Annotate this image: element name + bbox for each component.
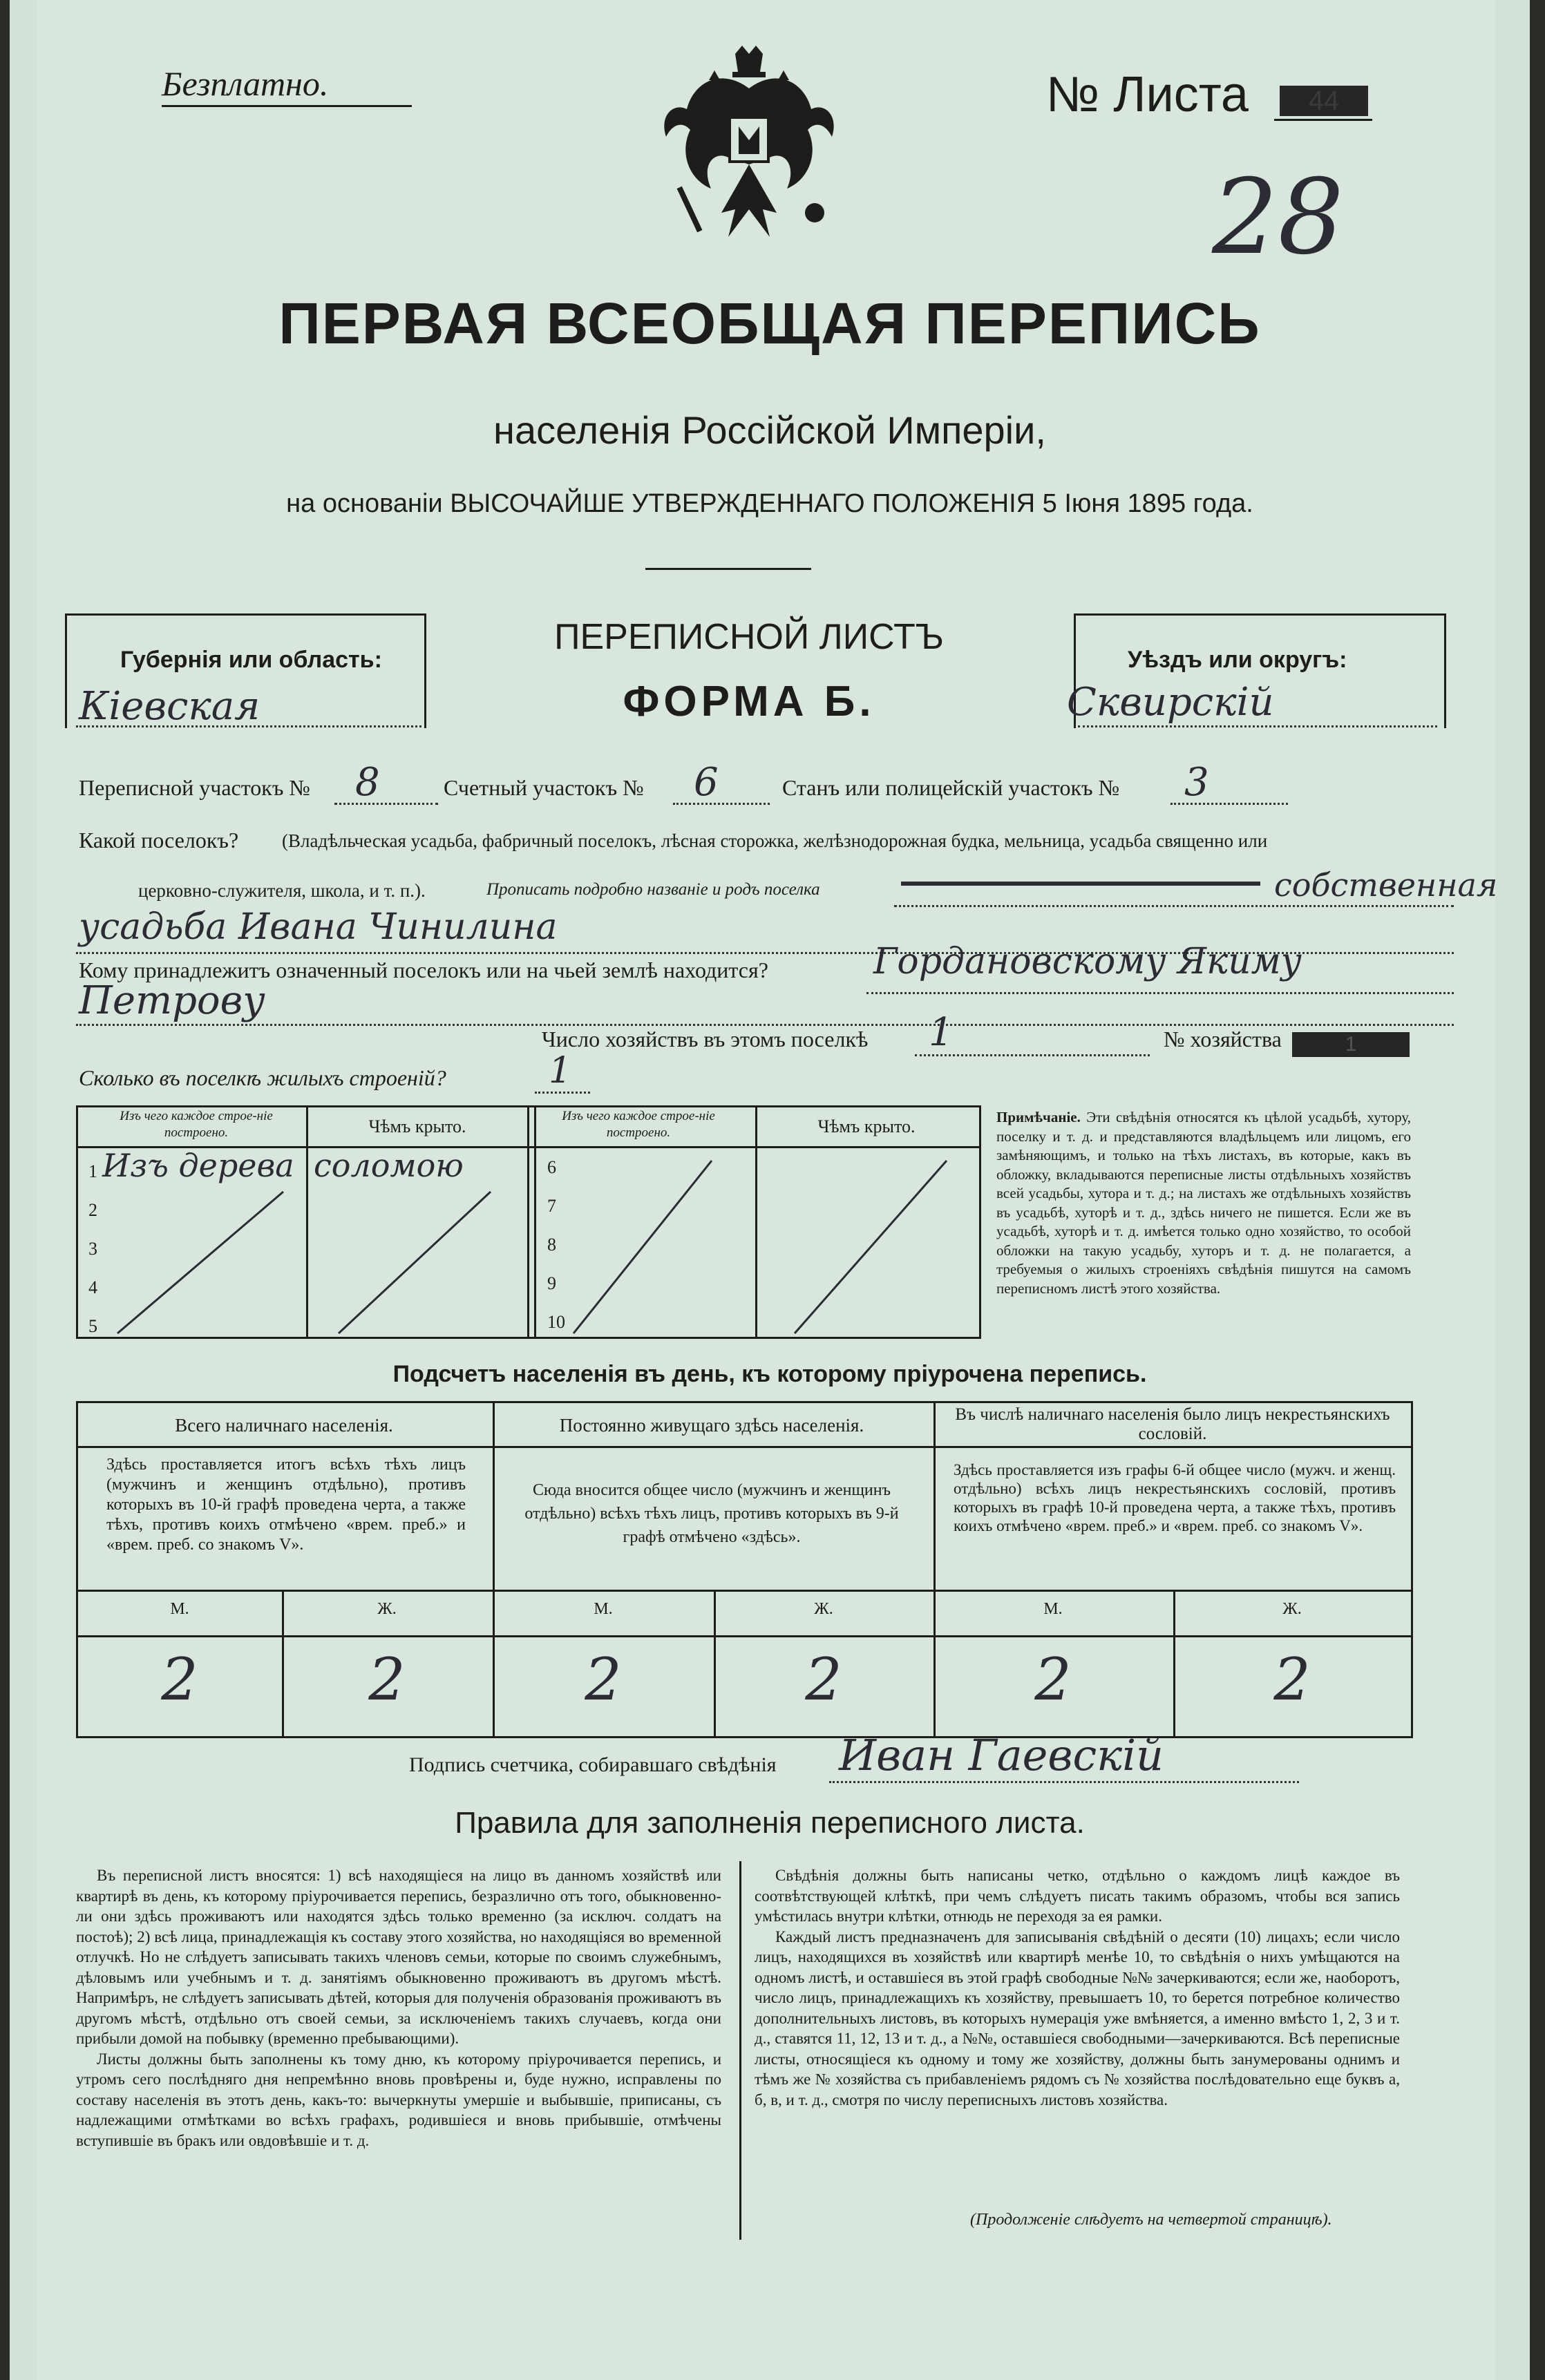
settlement-hint-2: церковно-служителя, школа, и т. п.). xyxy=(138,880,426,901)
f-label: Ж. xyxy=(1282,1600,1302,1618)
station-value: 3 xyxy=(1184,760,1209,805)
census-sheet xyxy=(10,0,1530,2380)
form-title: ПЕРЕПИСНОЙ ЛИСТЪ xyxy=(554,617,944,657)
sheet-number-value: 44 xyxy=(1280,86,1368,116)
f-label: Ж. xyxy=(814,1600,833,1618)
province-label: Губернія или область: xyxy=(120,647,382,673)
owner-question: Кому принадлежитъ означенный поселокъ или на чьей землѣ находится? xyxy=(79,958,768,982)
row-numbers-left: 1 2 3 4 5 xyxy=(88,1161,97,1336)
rules-continued: (Продолженіе слѣдуетъ на четвертой страницѣ). xyxy=(970,2211,1332,2229)
settlement-instruction: Прописать подробно названіе и родъ поселка xyxy=(486,880,820,899)
signature-label: Подпись счетчика, собиравшаго свѣдѣнія xyxy=(409,1753,777,1776)
value-total-m: 2 xyxy=(161,1646,198,1713)
strike-lines xyxy=(76,1105,981,1339)
rules-right-p2: Каждый листъ предназначенъ для записыванія свѣдѣній о десяти (10) лицахъ; если число лицъ, находящихся въ хозяйствѣ или квартирѣ менѣе 10, то свѣдѣнія о нихъ умѣщаются на одномъ листѣ, и оставшіеся въ этой графѣ свободные №№ зачеркиваются; если же, наоборотъ, число лицъ, принадлежащихъ къ хозяйству, превышаетъ 10, то берется потребное количество дополнительныхъ листовъ, въ которыхъ нумерація уже вмѣняется, а именно вмѣсто 1, 2, 3 и т. д., ставятся 11, 12, 13 и т. д., а №№, оставшіеся свободными—зачеркиваются. Всѣ переписные листы, относящіеся къ одному и тому же хозяйству, должны быть занумерованы однимъ и тѣмъ же № хозяйства съ прибавленіемъ рядомъ съ № хозяйства послѣдовательно еще буквъ а, б, в, и т. д., смотря по числу переписныхъ листовъ хозяйства. xyxy=(755,1927,1400,2108)
value-nonpeasant-f: 2 xyxy=(1273,1646,1311,1713)
row1-roof: соломою xyxy=(314,1147,464,1184)
col1-desc: Здѣсь проставляется итогъ всѣхъ тѣхъ лицъ (мужчинъ и женщинъ отдѣльно), противъ которыхъ въ 10-й графѣ проведена черта, а также тѣхъ, противъ коихъ отмѣчено «врем. преб.» и «врем. преб. со знакомъ V». xyxy=(106,1456,466,1554)
household-no-label: № хозяйства xyxy=(1164,1027,1282,1051)
count-area-value: 6 xyxy=(694,760,719,805)
settlement-value-2: усадьба Ивана Чинилина xyxy=(79,906,558,948)
f-label: Ж. xyxy=(377,1600,397,1618)
col3-desc: Здѣсь проставляется изъ графы 6-й общее число (мужч. и женщ. отдѣльно) всѣхъ лицъ некрестьянскихъ сословій, противъ которыхъ въ графѣ 10-й проведена черта, а также тѣхъ, противъ коихъ отмѣчено «врем. преб.» и «врем. преб. со знакомъ V». xyxy=(954,1461,1396,1534)
rules-title: Правила для заполненія переписного листа. xyxy=(455,1806,1085,1840)
free-label: Безплатно. xyxy=(162,64,329,103)
col3-title: Въ числѣ наличнаго населенія было лицъ некрестьянскихъ сословій. xyxy=(955,1405,1390,1443)
page-subtitle: населенія Россійской Имперіи, xyxy=(493,408,1046,452)
row-numbers-right: 6 7 8 9 10 xyxy=(547,1157,565,1332)
settlement-question: Какой поселокъ? xyxy=(79,828,239,853)
rules-right xyxy=(755,1865,1400,2110)
owner-value-1: Гордановскому Якиму xyxy=(873,941,1302,982)
household-no-value: 1 xyxy=(1292,1032,1410,1057)
buildings-label: Сколько въ поселкѣ жилыхъ строеній? xyxy=(79,1065,446,1090)
page-title: ПЕРВАЯ ВСЕОБЩАЯ ПЕРЕПИСЬ xyxy=(278,291,1261,356)
census-area-value: 8 xyxy=(355,760,380,805)
owner-value-2: Петрову xyxy=(79,978,265,1023)
province-value: Кіевская xyxy=(79,684,260,729)
rules-left-p1: Въ переписной листъ вносятся: 1) всѣ находящіеся на лицо въ данномъ хозяйствѣ или квартирѣ въ день, къ которому пріурочивается перепись, безразлично отъ того, обыкновенно-ли они здѣсь проживаютъ или находятся здѣсь только временно (за исключ. солдатъ на постоѣ); 2) всѣ лица, принадлежащія къ составу этого хозяйства, но находящіяся во временной отлучкѣ. Но не слѣдуетъ записывать такихъ членовъ семьи, которые по своимъ служебнымъ, дѣловымъ или учебнымъ и т. д. занятіямъ обыкновенно проживаютъ въ другомъ мѣстѣ. Напримѣръ, не слѣдуетъ записывать дѣтей, которыя для полученія образованія проживаютъ въ другомъ мѣстѣ, отдѣльно отъ своей семьи, за исключеніемъ такихъ случаевъ, когда они прибыли домой на побывку (временно пребывающими). xyxy=(76,1867,721,2047)
value-nonpeasant-m: 2 xyxy=(1034,1646,1072,1713)
form-subtitle: ФОРМА Б. xyxy=(623,678,875,725)
census-area-label: Переписной участокъ № xyxy=(79,775,310,800)
m-label: М. xyxy=(170,1600,189,1618)
crossed-out-text xyxy=(901,882,1260,886)
m-label: М. xyxy=(1043,1600,1063,1618)
value-total-f: 2 xyxy=(368,1646,406,1713)
rules-left xyxy=(76,1865,721,2151)
col1-title: Всего наличнаго населенія. xyxy=(175,1415,393,1436)
district-label: Уѣздъ или округъ: xyxy=(1128,647,1347,673)
note-text: Эти свѣдѣнія относятся къ цѣлой усадьбѣ, хутору, поселку и т. д. и представляются владѣльцемъ или лицомъ, его замѣняющимъ, и только на тѣхъ листахъ, въ которые, какъ въ обложку, вкладываются переписные листы отдѣльныхъ хозяйствъ всей усадьбы, хутора и т. д.; на листахъ же отдѣльныхъ хозяйствъ въ усадьбѣ, хуторѣ и т. д., здѣсь ничего не пишется. Если же въ усадьбѣ, хуторѣ и т. д. имѣется только одно хозяйство, то особой обложки на такую усадьбу, хуторъ и т. д. не полагается, а требуемыя о жилыхъ строеніяхъ свѣдѣнія пишутся на самомъ переписномъ листѣ этого хозяйства. xyxy=(996,1109,1411,1297)
sheet-number-label: № Листа xyxy=(1046,67,1249,122)
legal-basis: на основаніи ВЫСОЧАЙШЕ УТВЕРЖДЕННАГО ПОЛОЖЕНІЯ 5 Іюня 1895 года. xyxy=(286,489,1253,518)
row1-built: Изъ дерева xyxy=(102,1147,294,1184)
col-roof-header-2: Чѣмъ крыто. xyxy=(817,1116,916,1136)
value-permanent-m: 2 xyxy=(585,1646,622,1713)
col2-desc: Сюда вносится общее число (мужчинъ и женщинъ отдѣльно) всѣхъ тѣхъ лицъ, противъ которыхъ въ 9-й графѣ отмѣчено «здѣсь». xyxy=(524,1481,899,1546)
col2-title: Постоянно живущаго здѣсь населенія. xyxy=(559,1415,864,1436)
value-permanent-f: 2 xyxy=(805,1646,842,1713)
signature-value: Иван Гаевскій xyxy=(839,1730,1164,1780)
settlement-value-1: собственная xyxy=(1274,866,1498,904)
m-label: М. xyxy=(594,1600,613,1618)
settlement-hint: (Владѣльческая усадьба, фабричный поселокъ, лѣсная сторожка, желѣзнодорожная будка, мельница, усадьба священно или xyxy=(282,830,1268,851)
households-value: 1 xyxy=(929,1010,954,1055)
households-label: Число хозяйствъ въ этомъ поселкѣ xyxy=(542,1027,869,1051)
note-lead: Примѣчаніе. xyxy=(996,1109,1081,1125)
col-roof-header: Чѣмъ крыто. xyxy=(368,1116,466,1136)
rules-left-p2: Листы должны быть заполнены къ тому дню, къ которому пріурочивается перепись, и утромъ сего послѣдняго дня непремѣнно вновь провѣрены и, буде нужно, исправлены по составу населенія въ этотъ день, какъ-то: вычеркнуты умершіе и выбывшіе, приписаны, съ надлежащими отмѣтками во всѣхъ графахъ, родившіеся и вновь прибывшіе, отмѣчены вступившіе въ бракъ или овдовѣвшіе и т. д. xyxy=(76,2050,721,2149)
population-heading: Подсчетъ населенія въ день, къ которому пріурочена перепись. xyxy=(392,1361,1147,1387)
double-headed-eagle-emblem xyxy=(645,40,853,268)
col-built-header-2: Изъ чего каждое строе-ніе построено. xyxy=(562,1109,715,1140)
station-label: Станъ или полицейскій участокъ № xyxy=(782,775,1120,800)
count-area-label: Счетный участокъ № xyxy=(444,775,644,800)
rules-right-p1: Свѣдѣнія должны быть написаны четко, отдѣльно о каждомъ лицѣ каждое въ соотвѣтствующей клѣткѣ, при чемъ слѣдуетъ писать такимъ образомъ, чтобы вся запись умѣстилась внутри клѣтки, отнюдь не переходя за ея рамки. xyxy=(755,1867,1400,1925)
district-value: Сквирскій xyxy=(1067,680,1274,725)
col-built-header: Изъ чего каждое строе-ніе построено. xyxy=(120,1109,273,1140)
buildings-value: 1 xyxy=(549,1050,572,1092)
handwritten-number: 28 xyxy=(1212,158,1344,278)
note xyxy=(996,1108,1411,1298)
